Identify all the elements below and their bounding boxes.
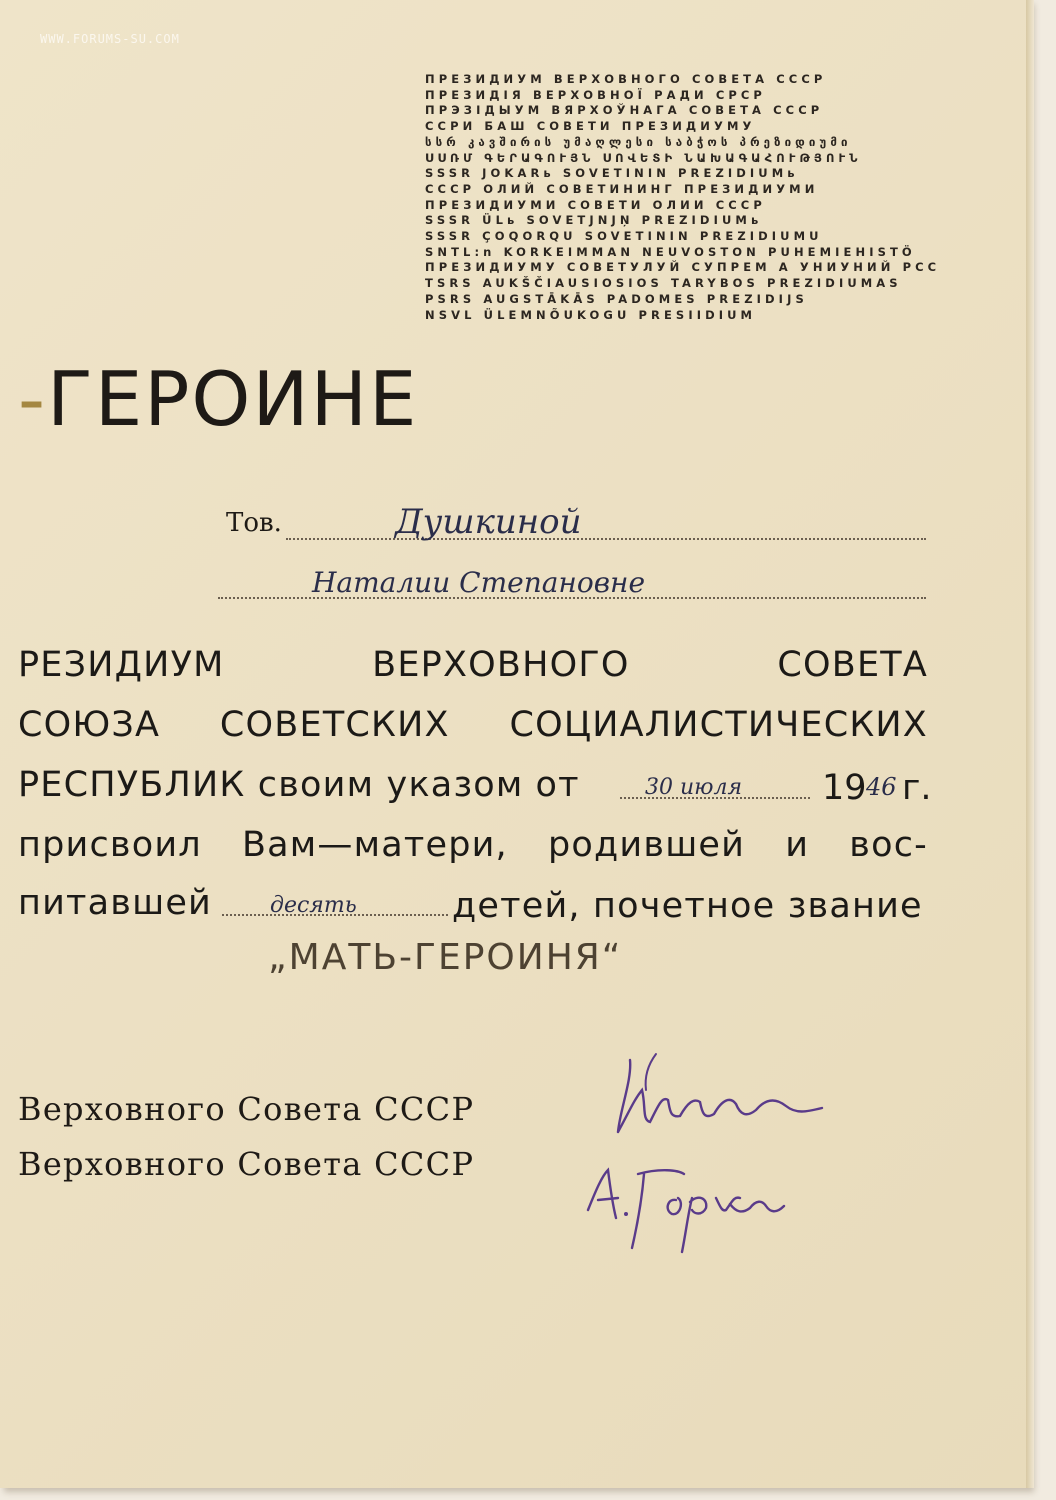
decree-date: 30 июля — [645, 775, 743, 800]
heading-line: СССР ОЛИЙ СОВЕТИНИНГ ПРЕЗИДИУМИ — [425, 181, 819, 196]
signature-1 — [590, 1040, 840, 1150]
heading-line: ПРЕЗИДИУМИ СОВЕТИ ОЛИИ СССР — [425, 197, 766, 212]
surname-dotted-line — [286, 538, 926, 540]
certificate-heading — [18, 355, 419, 443]
heading-line: NSVL ÜLEMNÕUKOGU PRESIIDIUM — [425, 307, 757, 322]
body-line-4 — [18, 825, 928, 865]
body-word: ВЕРХОВНОГО — [372, 645, 630, 685]
heading-line: SSSR JOKARь SOVETININ PREZIDIUMь — [425, 166, 799, 181]
body-line-2 — [18, 705, 928, 745]
body-word: СОЦИАЛИСТИЧЕСКИХ — [509, 705, 928, 745]
signature-2 — [580, 1140, 810, 1260]
multilingual-heading — [425, 72, 940, 323]
children-count: десять — [270, 893, 357, 918]
heading-line: ССРИ БАШ СОВЕТИ ПРЕЗИДИУМУ — [425, 119, 756, 134]
recipient-surname: Душкиной — [395, 502, 582, 542]
year-handwritten: 46 — [866, 773, 897, 801]
year-printed: 19 — [822, 768, 867, 808]
body-word: СОВЕТА — [777, 645, 928, 685]
body-text: от — [535, 765, 580, 805]
heading-line: SSSR ÇOQORQU SOVETININ PREZIDIUMU — [425, 229, 823, 244]
signature-line-1: Верховного Совета СССР — [18, 1090, 475, 1128]
recipient-name: Наталии Степановне — [312, 566, 646, 599]
body-text: РЕСПУБЛИК своим указом — [18, 765, 524, 805]
heading-line: ПРЕЗИДИУМ ВЕРХОВНОГО СОВЕТА СССР — [425, 72, 827, 86]
body-word: РЕЗИДИУМ — [18, 645, 225, 685]
paper-edge — [1026, 0, 1034, 1488]
heading-line: სსრ კავშირის უმაღლესი საბჭოს პრეზიდიუმი — [425, 134, 852, 149]
heading-prefix: - — [18, 355, 48, 443]
body-word: вос- — [849, 825, 928, 865]
body-line-1 — [18, 645, 928, 685]
body-word: Вам—матери, — [241, 825, 508, 865]
body-word: СОЮЗА — [18, 705, 161, 745]
signature-line-2: Верховного Совета СССР — [18, 1145, 475, 1183]
site-watermark: WWW.FORUMS-SU.COM — [40, 32, 180, 46]
body-word: и — [785, 825, 810, 865]
heading-line: PSRS AUGSTĀKĀS PADOMES PREZIDIJS — [425, 291, 808, 306]
heading-line: ՍՍՌՄ ԳԵՐԱԳՈՒՅՆ ՍՈՎԵՏԻ ՆԱԽԱԳԱՀՈՒԹՅՈՒՆ — [425, 150, 862, 165]
body-line-5-end: детей, почетное звание — [452, 886, 923, 926]
heading-line: ПРЕЗИДИУМУ СОВЕТУЛУЙ СУПРЕМ А УНИУНИЙ РСС — [425, 260, 940, 275]
body-word: СОВЕТСКИХ — [219, 705, 450, 745]
recipient-label: Тов. — [226, 508, 282, 538]
heading-line: TSRS AUKŠČIAUSIOSIOS TARYBOS PREZIDIUMAS — [425, 276, 902, 291]
heading-line: ПРЕЗИДІЯ ВЕРХОВНОЇ РАДИ СРСР — [425, 87, 766, 102]
heading-line: SNTL:n KORKEIMMAN NEUVOSTON PUHEMIEHISTÖ — [425, 244, 916, 259]
heading-line: SSSR ÜLь SOVETJNJŅ PREZIDIUMь — [425, 213, 763, 228]
body-word: присвоил — [18, 825, 202, 865]
body-word: родившей — [547, 825, 746, 865]
award-title: „МАТЬ-ГЕРОИНЯ“ — [268, 937, 623, 978]
year-suffix: г. — [902, 768, 932, 808]
body-text: питавшей — [18, 883, 212, 923]
heading-text: ГЕРОИНЕ — [47, 355, 419, 443]
heading-line: ПРЭЗІДЫУМ ВЯРХОЎНАГА СОВЕТА СССР — [425, 103, 824, 118]
